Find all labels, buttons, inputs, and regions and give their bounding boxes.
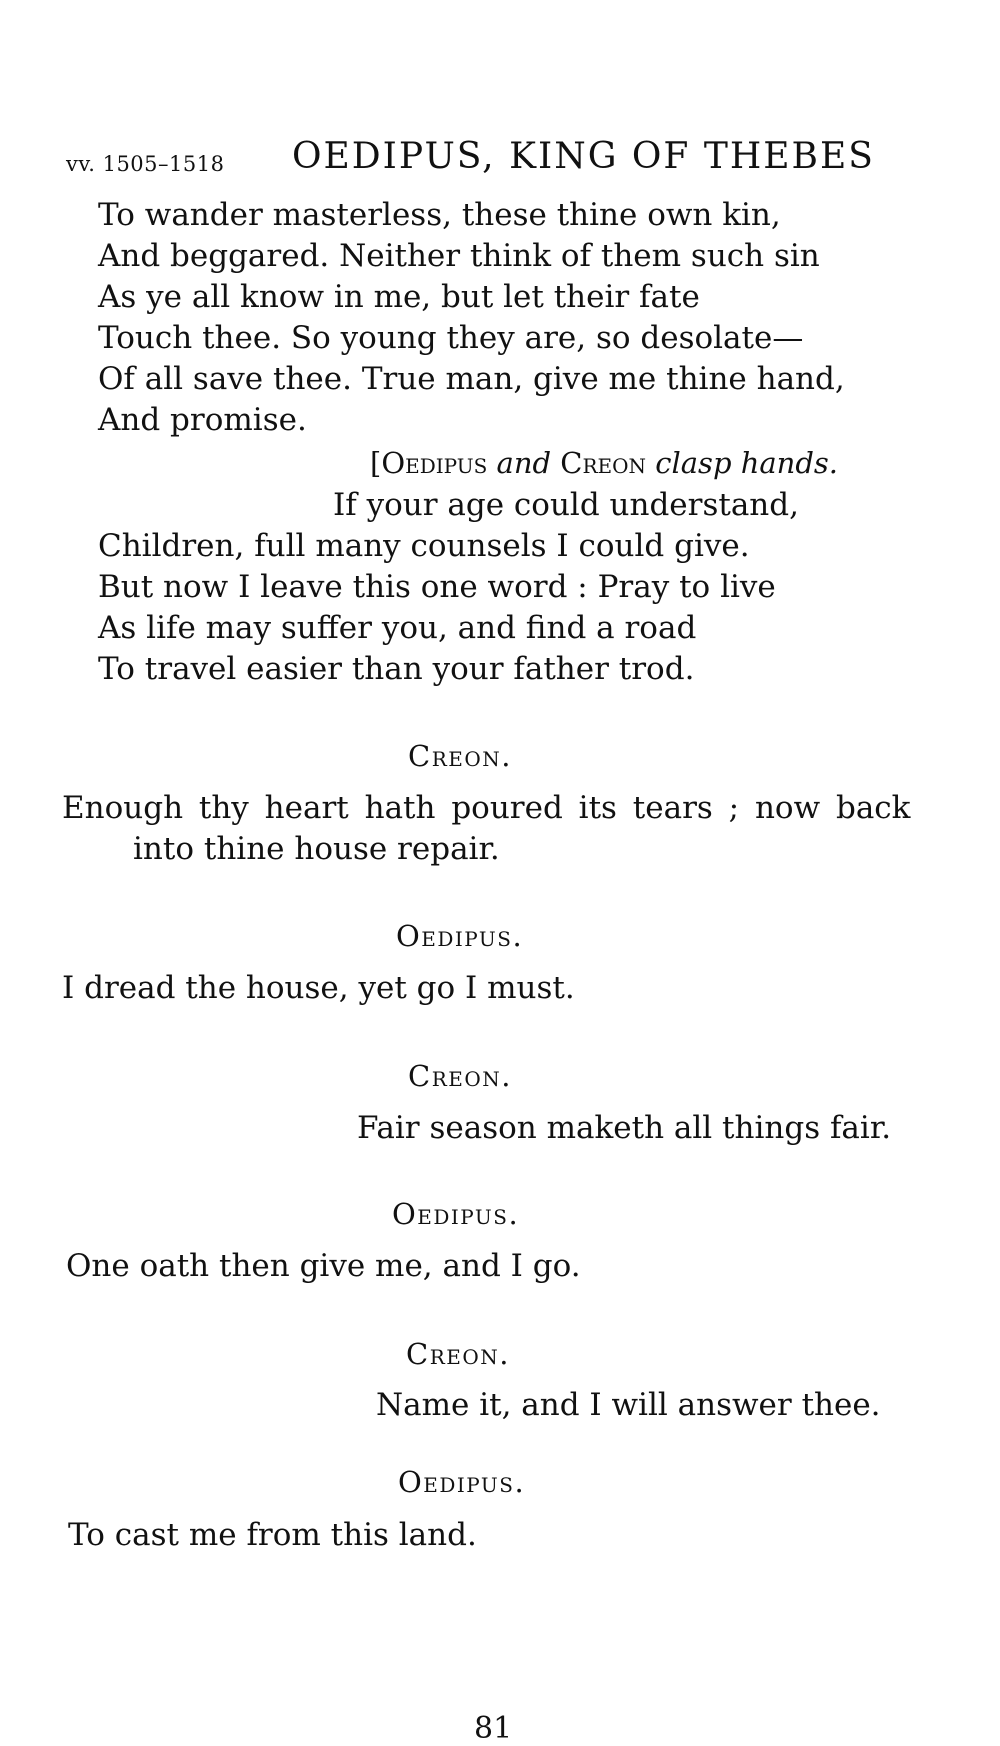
page-number: 81 <box>474 1711 513 1746</box>
verse-line: into thine house repair. <box>133 831 500 867</box>
verse-line: But now I leave this one word : Pray to live <box>98 569 776 605</box>
verse-line: Touch thee. So young they are, so desolate— <box>98 320 804 356</box>
verse-line: As life may suffer you, and find a road <box>98 610 697 646</box>
stage-action: clasp hands. <box>646 446 839 480</box>
running-header <box>66 136 946 186</box>
running-title: OEDIPUS, KING OF THEBES <box>292 136 875 177</box>
verse-line: Of all save thee. True man, give me thine hand, <box>98 361 845 397</box>
speaker-name: Creon. <box>406 1337 510 1371</box>
verse-range: vv. 1505–1518 <box>66 152 225 176</box>
speaker-name: Oedipus. <box>396 919 524 953</box>
verse-line: To cast me from this land. <box>68 1517 477 1553</box>
verse-line: And beggared. Neither think of them such sin <box>98 238 820 274</box>
verse-line: To wander masterless, these thine own kin, <box>98 197 781 233</box>
verse-line: Name it, and I will answer thee. <box>376 1387 881 1423</box>
stage-name-oedipus: Oedipus <box>381 446 488 480</box>
stage-bracket: [ <box>370 446 382 480</box>
verse-line: Fair season maketh all things fair. <box>357 1110 892 1146</box>
speaker-name: Creon. <box>408 739 512 773</box>
verse-line: If your age could understand, <box>333 487 799 523</box>
verse-line: One oath then give me, and I go. <box>66 1248 581 1284</box>
verse-line: And promise. <box>98 402 307 438</box>
speaker-name: Oedipus. <box>398 1465 526 1499</box>
stage-direction <box>370 446 839 480</box>
verse-line: Enough thy heart hath poured its tears ; now back <box>62 790 911 826</box>
verse-line: As ye all know in me, but let their fate <box>98 279 700 315</box>
speaker-name: Oedipus. <box>392 1197 520 1231</box>
stage-conjunction: and <box>487 446 561 480</box>
verse-line: To travel easier than your father trod. <box>98 651 695 687</box>
stage-name-creon: Creon <box>560 446 647 480</box>
verse-line: Children, full many counsels I could give. <box>98 528 750 564</box>
speaker-name: Creon. <box>408 1059 512 1093</box>
verse-line: I dread the house, yet go I must. <box>62 970 575 1006</box>
